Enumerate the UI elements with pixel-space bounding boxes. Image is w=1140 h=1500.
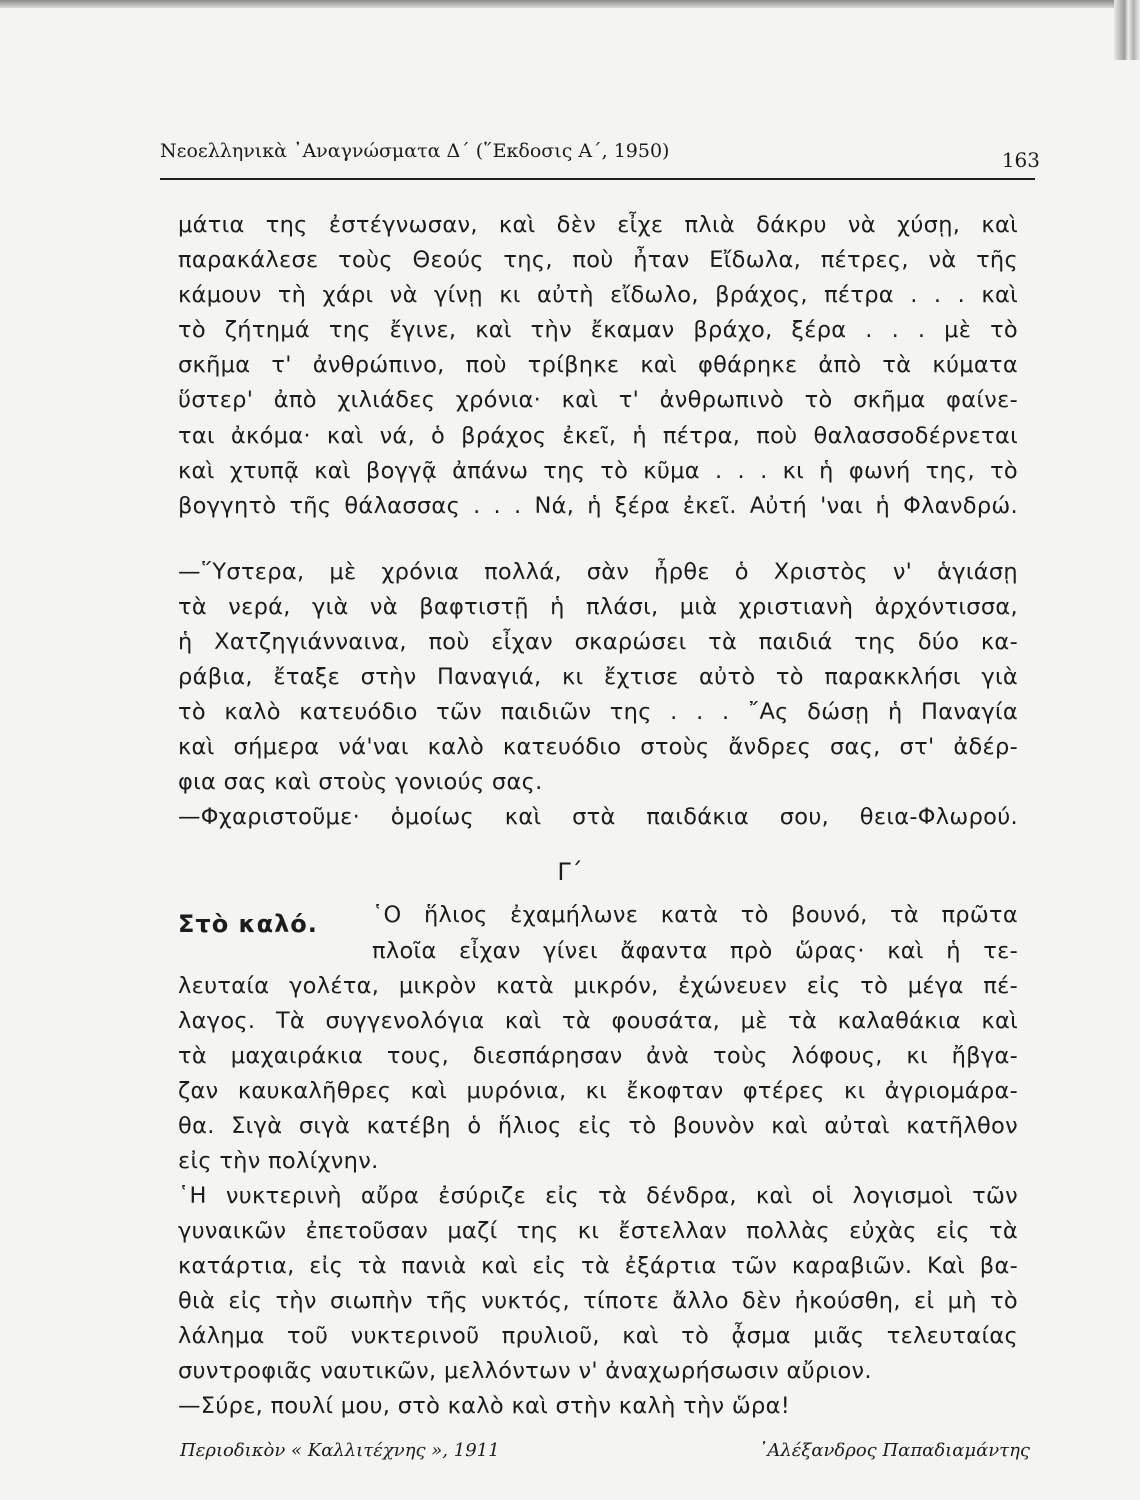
text-line: πλοῖα εἶχαν γίνει ἄφαντα πρὸ ὥρας· καὶ ἡ τε- [372,938,1018,964]
text-line: ἡ Χατζηγιάνναινα, ποὺ εἶχαν σκαρώσει τὰ παιδιά της δύο κα- [178,629,1018,655]
header-rule [160,178,1035,180]
scan-edge-corner [1114,0,1140,60]
text-line: παρακάλεσε τοὺς Θεούς της, ποὺ ἦταν Εἴδωλα, πέτρες, νὰ τῆς [178,247,1018,273]
text-line: κάμουν τὴ χάρι νὰ γίνῃ κι αὐτὴ εἴδωλο, βράχος, πέτρα . . . καὶ [178,282,1018,308]
text-line: λευταία γολέτα, μικρὸν κατὰ μικρόν, ἐχώνευεν εἰς τὸ μέγα πέ- [178,973,1018,999]
text-line: ῾Ο ἥλιος ἐχαμήλωνε κατὰ τὸ βουνό, τὰ πρῶτα [372,902,1018,928]
footer-author: ᾿Αλέξανδρος Παπαδιαμάντης [758,1440,1030,1461]
text-line: βογγητὸ τῆς θάλασσας . . . Νά, ἡ ξέρα ἐκεῖ. Αὐτή 'ναι ἡ Φλανδρώ. [178,493,1018,519]
text-line: καὶ σήμερα νά'ναι καλὸ κατευόδιο στοὺς ἄνδρες σας, στ' ἀδέρ- [178,734,1018,760]
text-line: —Φχαριστοῦμε· ὁμοίως καὶ στὰ παιδάκια σου, θεια-Φλωρού. [178,804,1018,830]
text-line: μάτια της ἐστέγνωσαν, καὶ δὲν εἶχε πλιὰ δάκρυ νὰ χύσῃ, καὶ [178,212,1018,238]
text-line: —῞Υστερα, μὲ χρόνια πολλά, σὰν ἦρθε ὁ Χριστὸς ν' ἁγιάσῃ [178,559,1018,585]
text-line: τὰ μαχαιράκια τους, διεσπάρησαν ἀνὰ τοὺς λόφους, κι ἤβγα- [178,1043,1018,1069]
text-line: τὸ ζήτημά της ἔγινε, καὶ τὴν ἔκαμαν βράχο, ξέρα . . . μὲ τὸ [178,317,1018,343]
text-line: λάλημα τοῦ νυκτερινοῦ πρυλιοῦ, καὶ τὸ ᾆσμα μιᾶς τελευταίας [178,1323,1018,1349]
text-line: ῾Η νυκτερινὴ αὔρα ἐσύριζε εἰς τὰ δένδρα, καὶ οἱ λογισμοὶ τῶν [178,1183,1018,1209]
page-number: 163 [1001,148,1040,172]
section-mark: Γ΄ [557,858,583,886]
text-line: —Σύρε, πουλί μου, στὸ καλὸ καὶ στὴν καλὴ τὴν ὥρα! [178,1393,791,1419]
text-line: θιὰ εἰς τὴν σιωπὴν τῆς νυκτός, τίποτε ἄλλο δὲν ἠκούσθη, εἰ μὴ τὸ [178,1288,1018,1314]
text-line: φια σας καὶ στοὺς γονιούς σας. [178,769,543,795]
text-line: λαγος. Τὰ συγγενολόγια καὶ τὰ φουσάτα, μὲ τὰ καλαθάκια καὶ [178,1008,1018,1034]
scan-edge-top [0,0,1140,8]
text-line: γυναικῶν ἐπετοῦσαν μαζί της κι ἔστελλαν πολλὰς εὐχὰς εἰς τὰ [178,1218,1018,1244]
header-title: Νεοελληνικὰ ᾿Αναγνώσματα Δ΄ (῞Εκδοσις Α΄, 1950) [160,140,670,162]
text-line: ράβια, ἔταξε στὴν Παναγιά, κι ἔχτισε αὐτὸ τὸ παρακκλήσι γιὰ [178,664,1018,690]
text-line: σκῆμα τ' ἀνθρώπινο, ποὺ τρίβηκε καὶ φθάρηκε ἀπὸ τὰ κύματα [178,352,1018,378]
text-line: ται ἀκόμα· καὶ νά, ὁ βράχος ἐκεῖ, ἡ πέτρα, ποὺ θαλασσοδέρνεται [178,423,1018,449]
text-line: καὶ χτυπᾷ καὶ βογγᾷ ἀπάνω της τὸ κῦμα . . . κι ἡ φωνή της, τὸ [178,458,1018,484]
section-heading: Στὸ καλό. [178,910,318,938]
text-line: θα. Σιγὰ σιγὰ κατέβη ὁ ἥλιος εἰς τὸ βουνὸν καὶ αὐταὶ κατῆλθον [178,1113,1018,1139]
text-line: τὰ νερά, γιὰ νὰ βαφτιστῇ ἡ πλάσι, μιὰ χριστιανὴ ἀρχόντισσα, [178,594,1018,620]
text-line: ζαν καυκαλῆθρες καὶ μυρόνια, κι ἔκοφταν φτέρες κι ἀγριομάρα- [178,1078,1018,1104]
text-line: ὕστερ' ἀπὸ χιλιάδες χρόνια· καὶ τ' ἀνθρωπινὸ τὸ σκῆμα φαίνε- [178,387,1018,413]
text-line: εἰς τὴν πολίχνην. [178,1148,379,1174]
text-line: κατάρτια, εἰς τὰ πανιὰ καὶ εἰς τὰ ἐξάρτια τῶν καραβιῶν. Καὶ βα- [178,1253,1018,1279]
text-line: συντροφιᾶς ναυτικῶν, μελλόντων ν' ἀναχωρήσωσιν αὔριον. [178,1358,872,1384]
running-header [160,140,1040,180]
footer-source: Περιοδικὸν « Καλλιτέχνης », 1911 [180,1440,500,1461]
text-line: τὸ καλὸ κατευόδιο τῶν παιδιῶν της . . . ῎Ας δώσῃ ἡ Παναγία [178,699,1018,725]
